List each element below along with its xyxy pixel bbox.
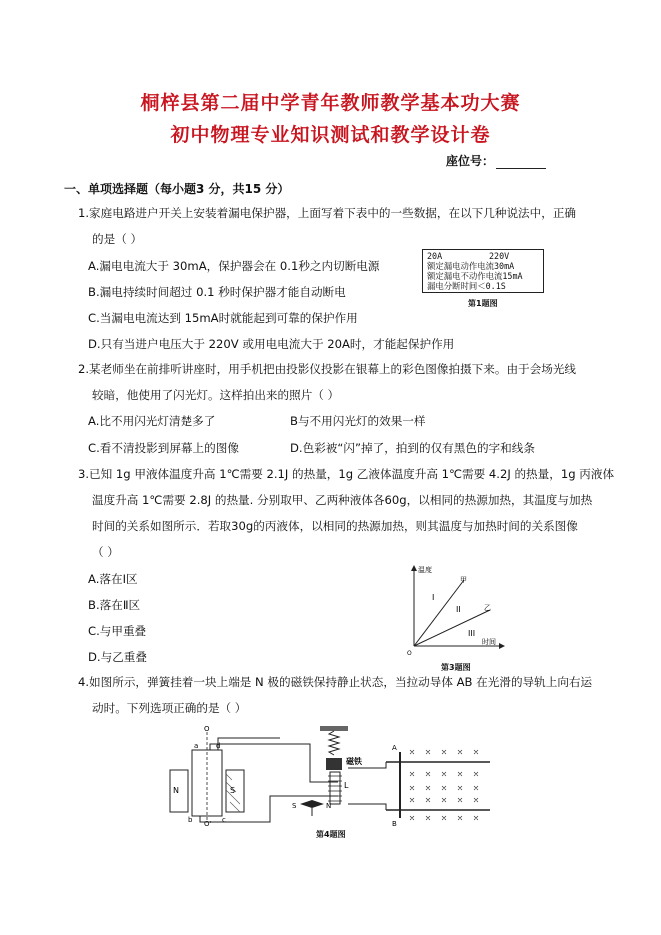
- q1-option-c: C.当漏电电流达到 15mA时就能起到可靠的保护作用: [88, 311, 358, 325]
- q4-label-d: d: [216, 742, 221, 750]
- q4-label-s-needle: S: [292, 802, 297, 810]
- page-title: 桐梓县第二届中学青年教师教学基本功大赛: [140, 92, 521, 114]
- q2-option-d: D.色彩被“闪”掉了，拍到的仅有黑色的字和线条: [290, 441, 535, 455]
- q3-x-axis-label: 时间: [482, 638, 496, 646]
- q4-label-o-prime: O': [204, 820, 212, 827]
- q4-label-l: L: [344, 781, 349, 790]
- q4-stem-line2: 动时。下列选项正确的是（ ）: [92, 701, 247, 715]
- q2-option-b: B与不用闪光灯的效果一样: [290, 414, 426, 428]
- q3-line-yi: [414, 610, 490, 646]
- q1-stem-line2: 的是（ ）: [92, 232, 143, 246]
- q2-option-a: A.比不用闪光灯清楚多了: [88, 414, 216, 428]
- q4-wire-bottom: [200, 796, 338, 822]
- q4-label-B: B: [392, 820, 397, 827]
- seat-label-text: 座位号：: [446, 154, 495, 168]
- q3-zone-1: I: [432, 593, 435, 602]
- q1-stem-line1: 1.家庭电路进户开关上安装着漏电保护器，上面写着下表中的一些数据，在以下几种说法中，正确: [78, 206, 577, 220]
- q1-plate-row1: [427, 251, 543, 261]
- q3-stem-line1: 3.已知 1g 甲液体温度升高 1℃需要 2.1J 的热量，1g 乙液体温度升高 1℃需要 4.2J 的热量，1g 丙液体: [78, 467, 615, 481]
- q3-stem-line4: （ ）: [92, 545, 119, 559]
- q4-label-magnet: 磁铁: [346, 757, 362, 766]
- q1-rating-plate: [422, 249, 544, 293]
- q4-circuit-figure: [160, 722, 500, 827]
- q4-solenoid: [330, 772, 340, 804]
- section-heading: 一、单项选择题（每小题3 分，共15 分）: [64, 182, 290, 196]
- q1-plate-row2: 额定漏电动作电流30mA: [427, 261, 515, 271]
- q4-label-A: A: [392, 744, 397, 752]
- q1-figure-caption: 第1题图: [468, 299, 498, 308]
- q2-stem-line2: 较暗，他使用了闪光灯。这样拍出来的照片（ ）: [92, 388, 340, 402]
- q1-plate-row3: 额定漏电不动作电流15mA: [427, 271, 523, 281]
- q4-label-a: a: [194, 742, 199, 750]
- q3-option-d: D.与乙重叠: [88, 650, 147, 664]
- q3-zone-3: III: [468, 629, 476, 638]
- q3-figure-caption: 第3题图: [441, 663, 471, 672]
- q1-option-d: D.只有当进户电压大于 220V 或用电电流大于 20A时，才能起保护作用: [88, 337, 455, 351]
- q3-option-a: A.落在Ⅰ区: [88, 572, 138, 586]
- q4-figure-caption: 第4题图: [316, 830, 346, 839]
- q4-label-c: c: [222, 816, 226, 824]
- q4-label-n-left: N: [173, 786, 179, 795]
- q1-plate-row4: 漏电分断时间＜0.1S: [427, 281, 506, 291]
- q3-temperature-graph: [404, 560, 516, 660]
- q3-stem-line2: 温度升高 1℃需要 2.8J 的热量. 分别取甲、乙两种液体各60g，以相同的热源加热，其温度与加热: [92, 493, 593, 507]
- q3-label-jia: 甲: [460, 576, 467, 584]
- q2-option-c: C.看不清投影到屏幕上的图像: [88, 441, 239, 455]
- seat-number-label: [446, 152, 546, 169]
- q1-option-b: B.漏电持续时间超过 0.1 秒时保护器才能自动断电: [88, 285, 346, 299]
- q4-stem-line1: 4.如图所示，弹簧挂着一块上端是 N 极的磁铁保持静止状态，当拉动导体 AB 在光滑的导轨上向右运: [78, 675, 593, 689]
- q4-ceiling: [320, 726, 348, 731]
- q4-compass-needle: [300, 800, 324, 808]
- q1-plate-voltage: 220V: [489, 251, 510, 261]
- q1-plate-current: 20A: [427, 251, 443, 261]
- q3-zone-2: II: [456, 605, 461, 614]
- q3-y-axis-label: 温度: [418, 566, 432, 574]
- q4-wire-top: [210, 744, 338, 782]
- q1-option-a: A.漏电电流大于 30mA，保护器会在 0.1秒之内切断电源: [88, 259, 380, 273]
- q4-wire-to-rail-bottom: [348, 804, 386, 810]
- q3-label-yi: 乙: [484, 604, 491, 612]
- q3-origin: O: [407, 650, 412, 657]
- page-subtitle: 初中物理专业知识测试和教学设计卷: [170, 124, 491, 146]
- q3-option-b: B.落在Ⅱ区: [88, 598, 141, 612]
- q4-label-o: O: [204, 725, 210, 733]
- q4-label-n-needle: N: [326, 802, 332, 810]
- q2-stem-line1: 2.某老师坐在前排听讲座时，用手机把由投影仪投影在银幕上的彩色图像拍摄下来。由于会场光线: [78, 362, 577, 376]
- q4-spring: [329, 731, 339, 755]
- q4-magnet: [326, 758, 342, 770]
- q3-stem-line3: 时间的关系如图所示．若取30g的丙液体，以相同的热源加热，则其温度与加热时间的关系图像: [92, 519, 578, 533]
- q4-label-b: b: [188, 816, 193, 824]
- seat-number-blank: [496, 157, 546, 169]
- q4-label-s-left: S: [230, 786, 236, 795]
- q3-option-c: C.与甲重叠: [88, 624, 147, 638]
